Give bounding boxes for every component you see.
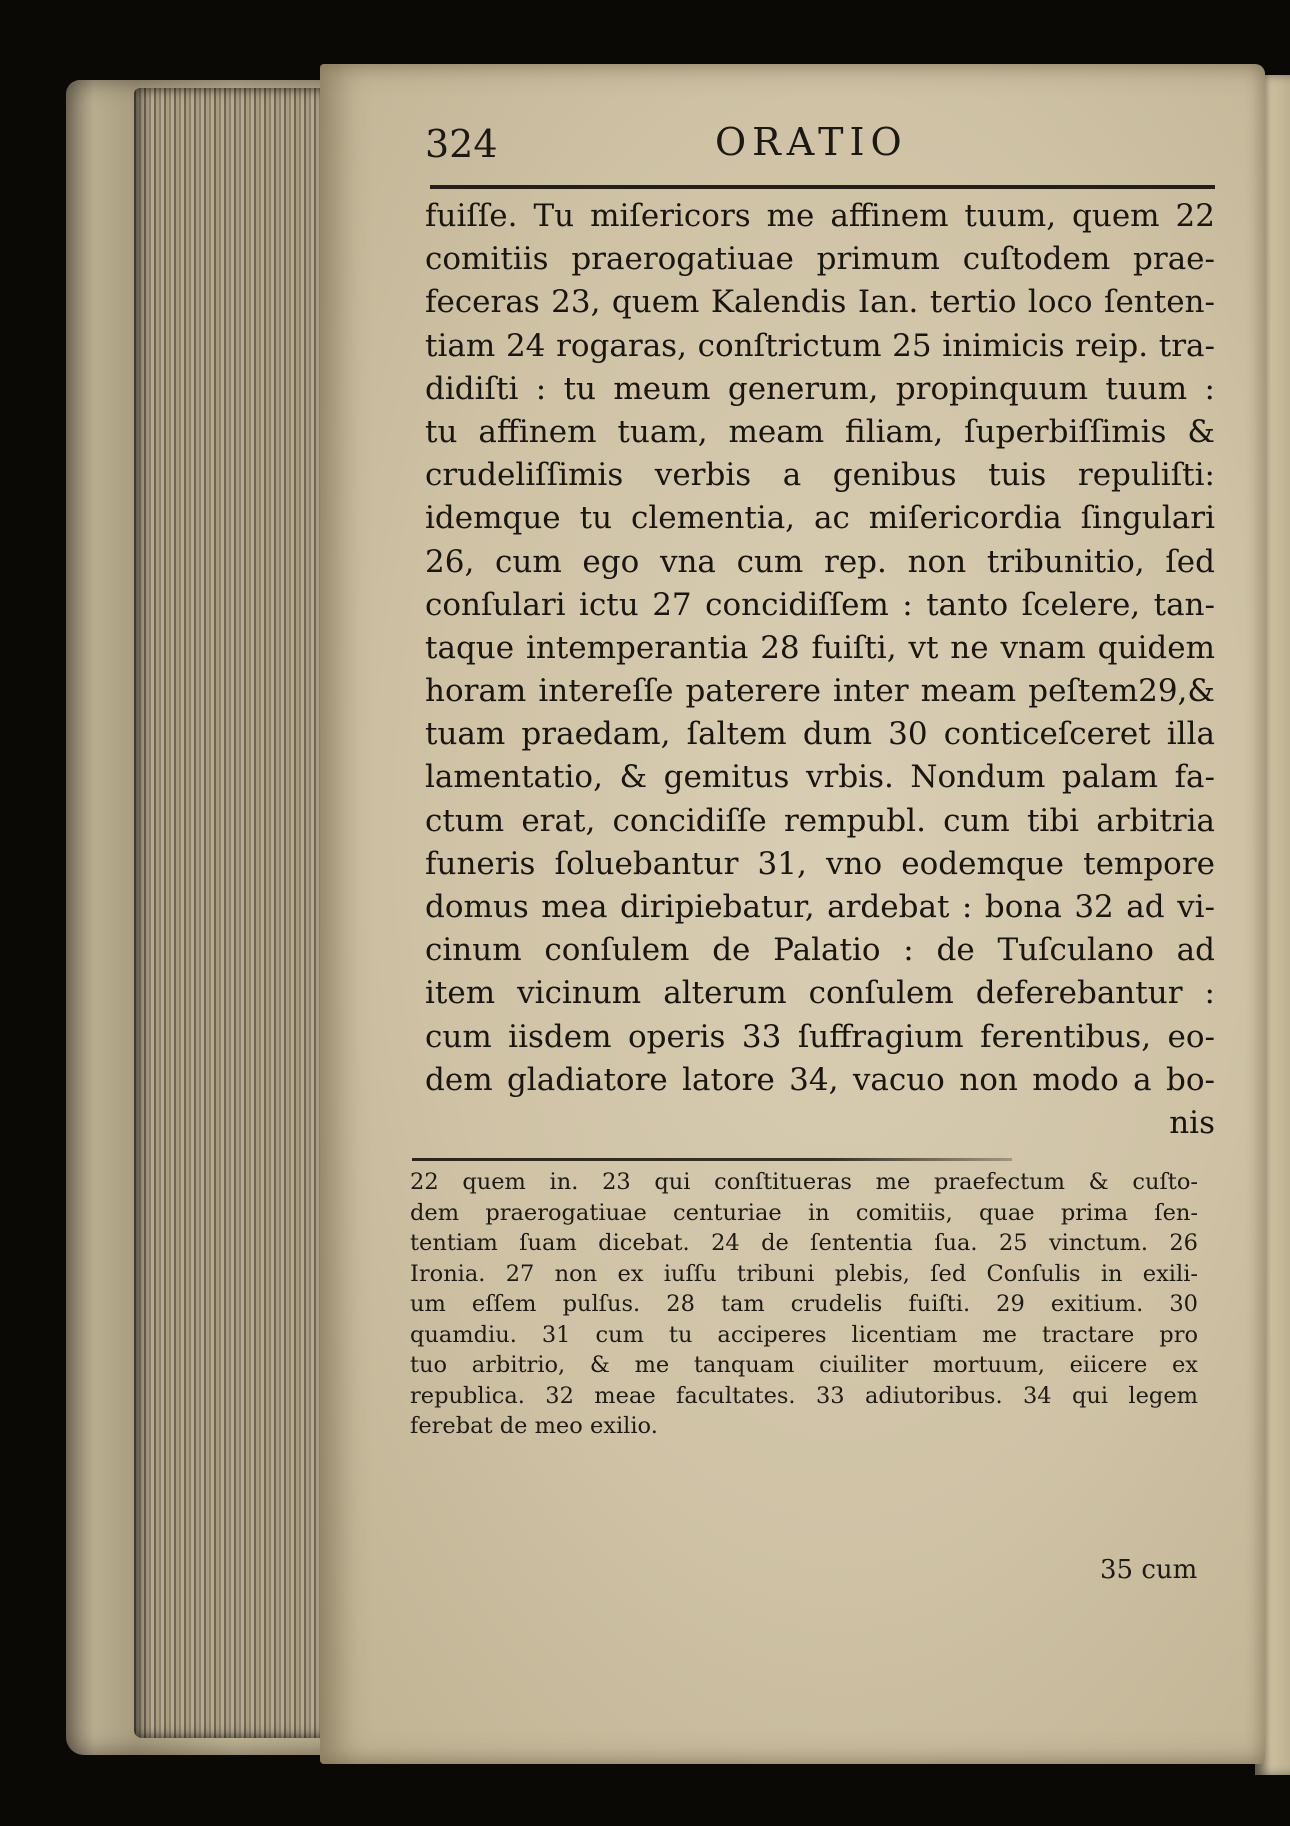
page-heading: ORATIO — [715, 120, 908, 164]
footnote-line: republica. 32 meae facultates. 33 adiutoribus. 34 qui legem — [410, 1382, 1198, 1409]
footnote-line: tentiam ſuam dicebat. 24 de ſententia ſua. 25 vinctum. 26 — [410, 1230, 1198, 1256]
running-head — [425, 120, 1215, 180]
body-line: cum iisdem operis 33 ſuffragium ferentibus, eo- — [425, 1018, 1215, 1055]
footnote-line: dem praerogatiuae centuriae in comitiis, quae prima ſen- — [410, 1199, 1198, 1226]
body-line: lamentatio, & gemitus vrbis. Nondum palam fa- — [425, 759, 1215, 796]
page-number: 324 — [425, 122, 498, 166]
body-line: conſulari ictu 27 concidiſſem : tanto ſcelere, tan- — [425, 586, 1215, 623]
footnote-line: quamdiu. 31 cum tu acciperes licentiam me tractare pro — [410, 1321, 1198, 1348]
body-line: funeris ſoluebantur 31, vno eodemque tempore — [425, 845, 1215, 882]
body-text — [425, 195, 1215, 1145]
body-line: tu affinem tuam, meam filiam, ſuperbiſſimis & — [425, 413, 1215, 450]
body-line: item vicinum alterum conſulem deferebantur : — [425, 975, 1215, 1012]
body-line: taque intemperantia 28 fuiſti, vt ne vnam quidem — [425, 629, 1215, 666]
footnote-line: ferebat de meo exilio. — [410, 1413, 658, 1439]
body-line: feceras 23, quem Kalendis Ian. tertio loco ſenten- — [425, 284, 1215, 321]
body-line: fuiſſe. Tu miſericors me affinem tuum, quem 22 — [425, 198, 1215, 234]
footnote-line: um eſſem pulſus. 28 tam crudelis fuiſti. 29 exitium. 30 — [410, 1291, 1198, 1317]
body-line: horam intereſſe paterere inter meam peſtem29,& — [425, 673, 1215, 710]
footnote-line: Ironia. 27 non ex iuſſu tribuni plebis, ſed Conſulis in exili- — [410, 1260, 1198, 1287]
body-line: tiam 24 rogaras, conſtrictum 25 inimicis reip. tra- — [425, 327, 1215, 364]
footnote-rule — [412, 1158, 1012, 1161]
body-line: comitiis praerogatiuae primum cuſtodem prae- — [425, 241, 1215, 278]
footnote-line: 22 quem in. 23 qui conſtitueras me praefectum & cuſto- — [410, 1169, 1198, 1195]
body-line: nis — [1169, 1104, 1215, 1141]
body-line: domus mea diripiebatur, ardebat : bona 32 ad vi- — [425, 889, 1215, 925]
catchword: 35 cum — [1100, 1555, 1198, 1585]
header-rule — [430, 185, 1215, 189]
body-line: idemque tu clementia, ac miſericordia ſingulari — [425, 500, 1215, 537]
body-line: ctum erat, concidiſſe rempubl. cum tibi arbitria — [425, 802, 1215, 839]
footnotes — [410, 1167, 1198, 1442]
body-line: 26, cum ego vna cum rep. non tribunitio, ſed — [425, 543, 1215, 580]
body-line: tuam praedam, ſaltem dum 30 conticeſceret illa — [425, 716, 1215, 753]
body-line: cinum conſulem de Palatio : de Tuſculano ad — [425, 932, 1215, 969]
body-line: dem gladiatore latore 34, vacuo non modo a bo- — [425, 1061, 1215, 1098]
footnote-line: tuo arbitrio, & me tanquam ciuiliter mortuum, eiicere ex — [410, 1352, 1198, 1378]
body-line: didiſti : tu meum generum, propinquum tuum : — [425, 370, 1215, 407]
body-line: crudeliſſimis verbis a genibus tuis repuliſti: — [425, 457, 1215, 494]
page-edges — [134, 88, 334, 1738]
